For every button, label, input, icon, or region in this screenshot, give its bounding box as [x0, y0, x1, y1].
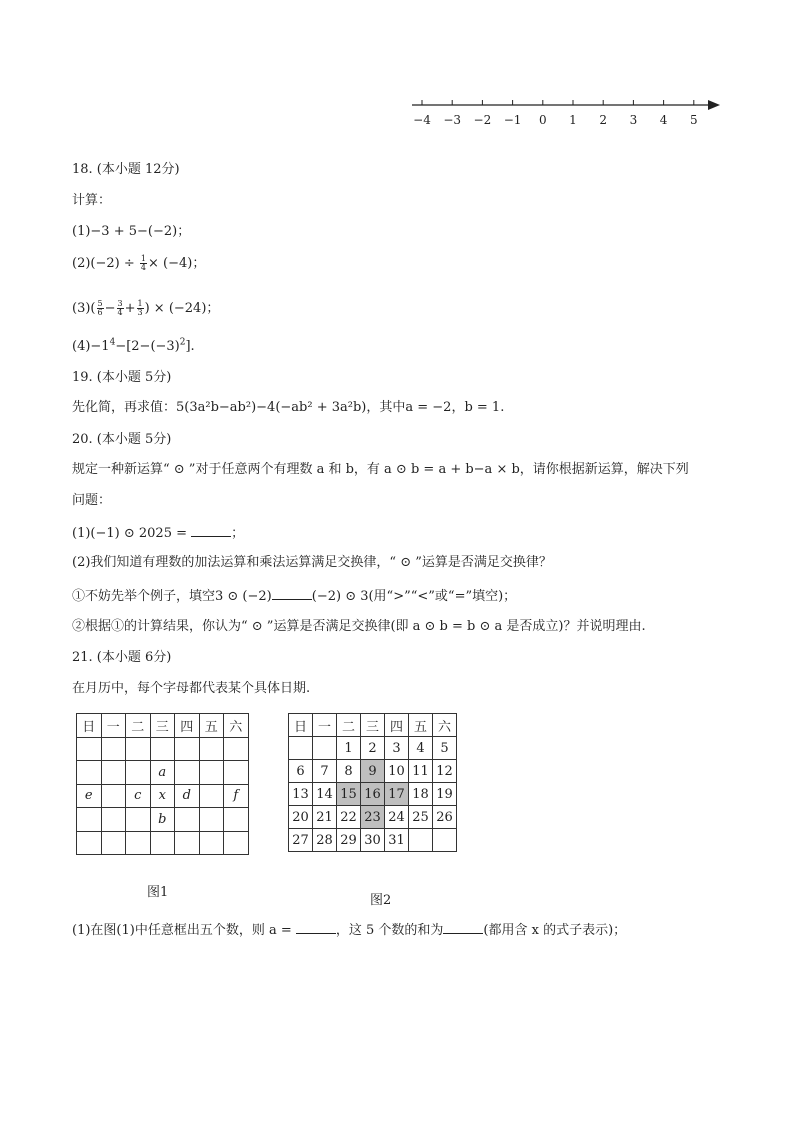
calendar-cell — [199, 761, 224, 785]
calendar-cell — [126, 737, 151, 761]
q21-part1-pre: (1)在图(1)中任意框出五个数，则 a = — [72, 923, 296, 938]
calendar-cell: 6 — [289, 760, 313, 783]
calendar-cell: 28 — [313, 829, 337, 852]
q19-header: 19. (本小题 5分) — [72, 370, 172, 385]
tick-label: 0 — [538, 113, 547, 127]
calendar-cell: 11 — [409, 760, 433, 783]
calendar-row — [289, 737, 457, 760]
calendar-cell — [77, 737, 102, 761]
calendar-cell — [199, 808, 224, 832]
weekday-header: 五 — [409, 714, 433, 737]
calendar-cell: 16 — [361, 783, 385, 806]
q21-part1 — [72, 921, 626, 939]
fraction: $\frac{3}{4}$ — [117, 299, 123, 317]
weekday-header: 六 — [433, 714, 457, 737]
weekday-header: 四 — [175, 714, 200, 738]
fraction: $\frac{1}{4}$ — [140, 254, 146, 272]
calendar-figure-2 — [288, 713, 457, 852]
calendar-cell — [433, 829, 457, 852]
q21-header: 21. (本小题 6分) — [72, 650, 172, 665]
calendar-cell — [175, 737, 200, 761]
calendar-cell: 25 — [409, 806, 433, 829]
q18-part1: (1)−3 + 5−(−2)； — [72, 224, 191, 239]
operator: − — [104, 301, 116, 316]
calendar-cell — [199, 784, 224, 808]
tick-label: 2 — [599, 113, 608, 127]
calendar-row — [289, 806, 457, 829]
calendar-cell: 23 — [361, 806, 385, 829]
calendar-cell — [101, 761, 126, 785]
q18-part4-b: −[2−(−3) — [115, 339, 180, 354]
calendar-cell: 27 — [289, 829, 313, 852]
weekday-header: 二 — [126, 714, 151, 738]
weekday-header: 四 — [385, 714, 409, 737]
calendar-cell: 9 — [361, 760, 385, 783]
calendar-cell — [101, 784, 126, 808]
calendar-cell: e — [77, 784, 102, 808]
calendar-row — [77, 761, 249, 785]
calendar-cell: 18 — [409, 783, 433, 806]
tick-label: −4 — [413, 113, 431, 127]
calendar-row — [77, 784, 249, 808]
calendar-cell: 8 — [337, 760, 361, 783]
calendar-figure-1 — [76, 713, 249, 855]
q18-part3-post: ) × (−24)； — [144, 301, 220, 316]
calendar-cell: 3 — [385, 737, 409, 760]
calendar-cell — [126, 831, 151, 855]
q20-line1: 规定一种新运算“ ⊙ ”对于任意两个有理数 a 和 b，有 a ⊙ b = a + b−a × b，请你根据新运算，解决下列 — [72, 462, 689, 477]
q18-header: 18. (本小题 12分) — [72, 162, 180, 177]
q19-text — [72, 400, 504, 416]
calendar-cell — [150, 737, 175, 761]
q21-part1-mid: ，这 5 个数的和为 — [335, 923, 444, 938]
calendar-cell — [199, 831, 224, 855]
calendar-row — [77, 737, 249, 761]
calendar-header-row — [289, 714, 457, 737]
exponent: 2 — [179, 337, 186, 348]
weekday-header: 日 — [77, 714, 102, 738]
q19-condition: a = −2，b = 1. — [405, 400, 505, 415]
calendar-cell — [77, 761, 102, 785]
calendar-cell — [77, 831, 102, 855]
calendar-cell: 12 — [433, 760, 457, 783]
q18-intro: 计算： — [72, 193, 112, 208]
q20-sub1-pre: ①不妨先举个例子，填空3 ⊙ (−2) — [72, 589, 272, 604]
q18-part2-post: × (−4)； — [147, 256, 206, 271]
calendar-cell — [126, 761, 151, 785]
tick-label: 1 — [569, 113, 577, 127]
calendar-cell: 13 — [289, 783, 313, 806]
calendar-cell: 5 — [433, 737, 457, 760]
q20-part2: (2)我们知道有理数的加法运算和乘法运算满足交换律，“ ⊙ ”运算是否满足交换律？ — [72, 555, 552, 570]
calendar-cell: x — [150, 784, 175, 808]
calendar-cell — [224, 761, 249, 785]
tick-label: 5 — [689, 113, 698, 127]
fraction: $\frac{5}{6}$ — [97, 299, 103, 317]
calendar-cell — [175, 761, 200, 785]
calendar-cell: 30 — [361, 829, 385, 852]
weekday-header: 二 — [337, 714, 361, 737]
q18-part4-c: ]. — [185, 339, 195, 354]
calendar-row — [77, 831, 249, 855]
calendar-cell: f — [224, 784, 249, 808]
q19-expression: 5(3a²b−ab²)−4(−ab² + 3a²b) — [176, 400, 367, 415]
exponent: 4 — [109, 337, 116, 348]
calendar-cell — [199, 737, 224, 761]
calendar-cell: 20 — [289, 806, 313, 829]
tick-label: 4 — [659, 113, 668, 127]
q18-part4 — [72, 339, 195, 355]
calendar-cell — [313, 737, 337, 760]
calendar-cell: 31 — [385, 829, 409, 852]
calendar-cell — [224, 808, 249, 832]
calendar-cell — [101, 808, 126, 832]
q20-line2: 问题： — [72, 493, 112, 508]
calendar-cell: 14 — [313, 783, 337, 806]
calendar-cell — [101, 831, 126, 855]
calendar-header-row — [77, 714, 249, 738]
q21-intro: 在月历中，每个字母都代表某个具体日期. — [72, 681, 311, 696]
calendar-cell — [409, 829, 433, 852]
q18-part3-pre: (3)( — [72, 301, 96, 316]
calendar-cell — [289, 737, 313, 760]
calendar-cell — [150, 831, 175, 855]
q20-sub1 — [72, 587, 516, 605]
tick-label: −1 — [503, 113, 522, 127]
q20-part1-post: ； — [231, 526, 245, 541]
calendar-cell: 1 — [337, 737, 361, 760]
calendar-row — [289, 760, 457, 783]
answer-blank[interactable] — [272, 587, 312, 600]
q18-part4-a: (4)−1 — [72, 339, 110, 354]
q20-sub1-post: (−2) ⊙ 3(用“>”“<”或“=”填空)； — [311, 589, 517, 604]
calendar-cell: 4 — [409, 737, 433, 760]
q20-part1-pre: (1)(−1) ⊙ 2025 = — [72, 526, 192, 541]
q18-part2-pre: (2)(−2) ÷ — [72, 256, 139, 271]
calendar-row — [77, 808, 249, 832]
answer-blank[interactable] — [191, 524, 231, 537]
weekday-header: 六 — [224, 714, 249, 738]
calendar-cell: 17 — [385, 783, 409, 806]
q19-text-post: ，其中 — [366, 400, 406, 415]
weekday-header: 三 — [150, 714, 175, 738]
q20-part1 — [72, 524, 244, 542]
operator: + — [124, 301, 136, 316]
tick-label: 3 — [629, 113, 638, 127]
calendar-row — [289, 829, 457, 852]
calendar-cell: c — [126, 784, 151, 808]
calendar-cell — [126, 808, 151, 832]
calendar-cell — [175, 808, 200, 832]
calendar-cell: 15 — [337, 783, 361, 806]
weekday-header: 一 — [101, 714, 126, 738]
q19-text-pre: 先化简，再求值： — [72, 400, 177, 415]
q21-part1-post: (都用含 x 的式子表示)； — [483, 923, 627, 938]
q20-header: 20. (本小题 5分) — [72, 432, 172, 447]
calendar-cell: d — [175, 784, 200, 808]
calendar-cell: 22 — [337, 806, 361, 829]
calendar-cell — [77, 808, 102, 832]
figure-2-caption: 图2 — [370, 893, 392, 908]
fraction: $\frac{1}{3}$ — [137, 299, 143, 317]
calendar-cell: 2 — [361, 737, 385, 760]
q18-part3 — [72, 300, 219, 317]
tick-label: −2 — [473, 113, 492, 127]
answer-blank[interactable] — [296, 921, 336, 934]
calendar-cell: a — [150, 761, 175, 785]
weekday-header: 三 — [361, 714, 385, 737]
calendar-row — [289, 783, 457, 806]
weekday-header: 日 — [289, 714, 313, 737]
calendar-cell: 29 — [337, 829, 361, 852]
weekday-header: 一 — [313, 714, 337, 737]
weekday-header: 五 — [199, 714, 224, 738]
figure-1-caption: 图1 — [147, 885, 169, 900]
number-line — [410, 92, 730, 128]
q18-part2 — [72, 255, 205, 272]
calendar-cell — [175, 831, 200, 855]
calendar-cell: 19 — [433, 783, 457, 806]
calendar-cell: 10 — [385, 760, 409, 783]
calendar-cell: 24 — [385, 806, 409, 829]
calendar-cell — [224, 831, 249, 855]
calendar-cell — [101, 737, 126, 761]
q20-sub2: ②根据①的计算结果，你认为“ ⊙ ”运算是否满足交换律(即 a ⊙ b = b ⊙ a 是否成立)？并说明理由. — [72, 619, 646, 634]
calendar-cell: 21 — [313, 806, 337, 829]
answer-blank[interactable] — [443, 921, 483, 934]
calendar-cell — [224, 737, 249, 761]
calendar-cell: b — [150, 808, 175, 832]
tick-label: −3 — [443, 113, 462, 127]
calendar-cell: 7 — [313, 760, 337, 783]
calendar-cell: 26 — [433, 806, 457, 829]
